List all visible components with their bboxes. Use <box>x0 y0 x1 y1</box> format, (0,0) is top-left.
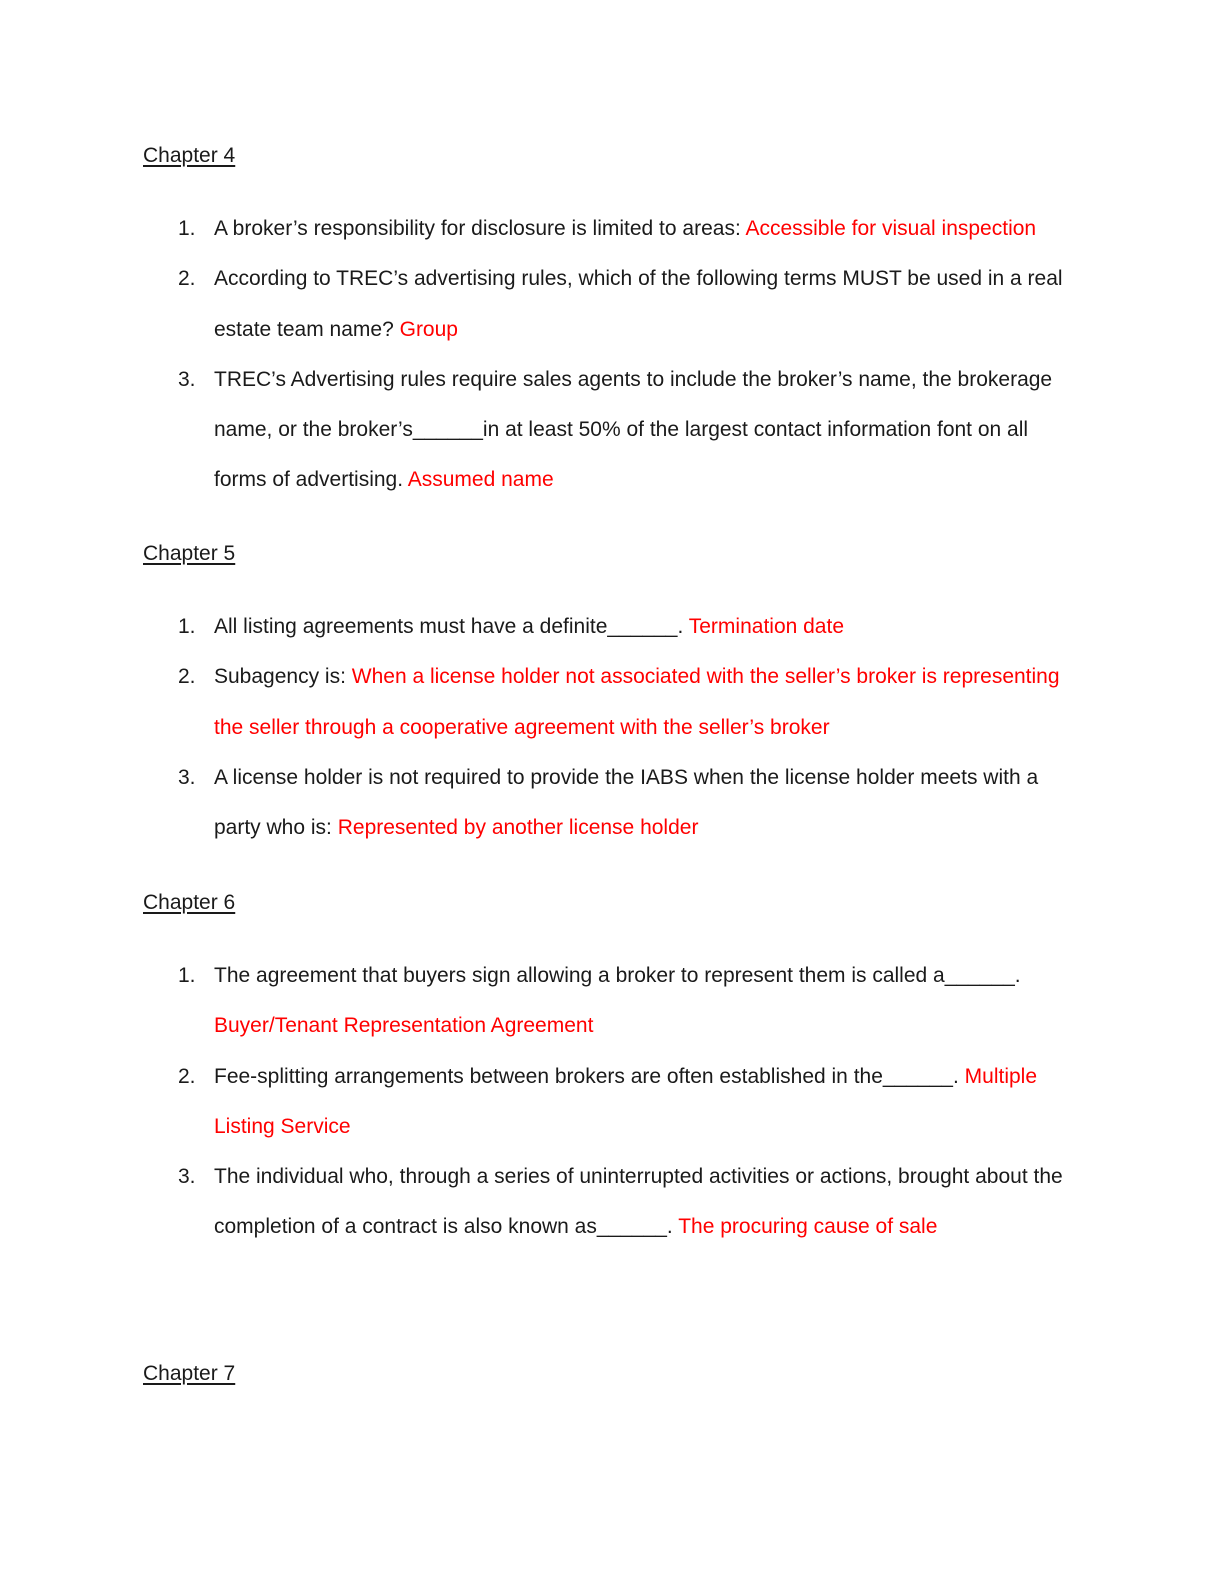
question-item <box>0 355 1074 506</box>
question-number: 1. <box>178 615 196 638</box>
question-item <box>0 254 1074 355</box>
answer-text: When a license holder not associated with the seller’s broker is representing the seller through a cooperative agreement with the seller’s broker <box>214 665 1060 739</box>
answer-text: Termination date <box>688 615 845 638</box>
question-text: Fee-splitting arrangements between brokers are often established in the______. <box>214 1064 965 1088</box>
question-text: A license holder is not required to provide the IABS when the license holder meets with a party who is: <box>214 765 1039 840</box>
question-text: A broker’s responsibility for disclosure is limited to areas: <box>214 217 746 240</box>
question-item <box>0 1052 1074 1153</box>
question-text: The agreement that buyers sign allowing a broker to represent them is called a______. <box>214 964 1021 987</box>
answer-text: Buyer/Tenant Representation Agreement <box>214 1014 594 1038</box>
question-number: 2. <box>178 1064 196 1088</box>
answer-text: Multiple Listing Service <box>214 1064 1038 1138</box>
question-list <box>0 951 1074 1253</box>
question-number: 3. <box>178 1165 196 1189</box>
question-number: 1. <box>178 964 196 987</box>
question-number: 2. <box>178 665 196 689</box>
answer-text: Group <box>399 317 458 341</box>
question-number: 2. <box>178 267 196 291</box>
answer-text: Assumed name <box>407 468 554 492</box>
question-number: 3. <box>178 367 196 391</box>
question-item <box>0 602 1074 652</box>
question-text: According to TREC’s advertising rules, which of the following terms MUST be used in a real estate team name? <box>214 267 1063 341</box>
chapter-heading: Chapter 5 <box>143 542 236 565</box>
question-item <box>0 1152 1074 1253</box>
question-item <box>0 204 1074 254</box>
chapter-heading: Chapter 6 <box>143 891 236 914</box>
answer-text: The procuring cause of sale <box>678 1215 938 1239</box>
question-item <box>0 753 1074 854</box>
answer-text: Represented by another license holder <box>337 816 699 840</box>
answer-text: Accessible for visual inspection <box>745 217 1037 240</box>
question-number: 1. <box>178 217 196 240</box>
question-number: 3. <box>178 765 196 789</box>
question-item <box>0 951 1074 1052</box>
question-item <box>0 652 1074 753</box>
question-text: TREC’s Advertising rules require sales agents to include the broker’s name, the brokerage name, or the broker’s______in at least 50% of the largest contact information font on all forms of advertising. <box>214 367 1053 492</box>
question-list <box>0 204 1074 506</box>
question-text: All listing agreements must have a definite______. <box>214 615 689 638</box>
chapter-heading: Chapter 4 <box>143 144 236 167</box>
question-list <box>0 602 1074 853</box>
chapter-heading: Chapter 7 <box>143 1362 236 1385</box>
question-text: Subagency is: <box>214 665 352 689</box>
question-text: The individual who, through a series of uninterrupted activities or actions, brought about the completion of a contract is also known as______. <box>214 1165 1063 1239</box>
